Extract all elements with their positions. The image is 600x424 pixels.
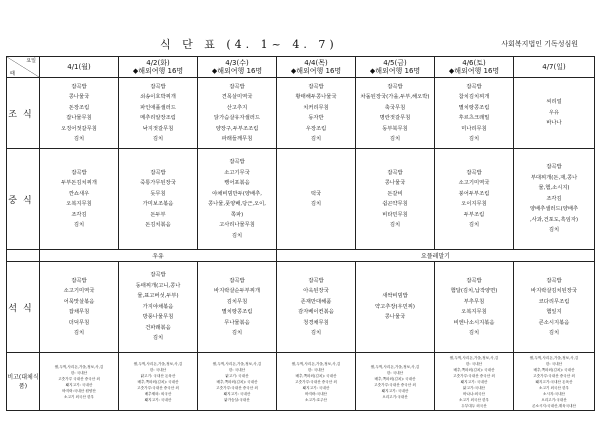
origin-note-line: 고춧가루:국내산 중국산 외 [295, 379, 337, 384]
menu-item: 파인애플샐러드 [140, 104, 176, 111]
menu-item: 부대찌개(돈,재,콩나 [530, 174, 578, 181]
origin-note-line: 쌀,두벅,사리돈,가을,정보,사,김 [212, 361, 262, 366]
lunch-row [7, 149, 595, 250]
origin-note-line: 배추,쪽파외(김치): 국내산 [295, 373, 337, 378]
origin-note-line: 한: 국내산 [465, 361, 483, 366]
menu-cell [514, 262, 595, 353]
meal-label-dinner: 석식 [7, 262, 40, 353]
menu-item: 쪽파) [230, 211, 244, 218]
menu-item: 김치 [231, 330, 243, 336]
menu-item: 햄잎지 [546, 309, 562, 315]
origin-note-line: 한: 국내산 [228, 367, 246, 372]
menu-item: 후르츠크래밀 [458, 115, 490, 121]
menu-item: 물,표고버섯,두부) [137, 293, 179, 300]
menu-cell [198, 149, 277, 250]
menu-item: 가미보조볶음 [142, 201, 174, 207]
origin-note-line: 닭고기: 국내산 [225, 373, 249, 378]
breakfast-row [7, 78, 595, 149]
menu-item: 김치 [310, 136, 322, 142]
origin-note-line: 돼지고기: 국내산 [65, 382, 93, 387]
origin-note-line: 배추,쪽파외(김치): 국내산 [137, 379, 179, 384]
origin-note-line: 쌀,두벅,사리돈,가을,정보,사,김 [54, 364, 104, 369]
origin-note-line: 돼지고기:국내산 돈육산 [535, 379, 573, 384]
dinner-row [7, 262, 595, 353]
day-header: 4/4(목) ◆해외여행 16명 [277, 57, 356, 78]
menu-cell [514, 149, 595, 250]
origin-note-line: 고춧가루:국내산 중국산 외 [533, 373, 575, 378]
menu-item: 잡곡밥 [466, 277, 482, 284]
origin-note-line: 돼지고기: 국내산 [144, 397, 172, 402]
origin-note-line: 소시지:국내산 [542, 391, 566, 396]
menu-item: 붕어두부조림 [458, 190, 490, 197]
origin-note-line: 고춧가루:국내산 중국산 외 [374, 382, 416, 387]
menu-item: 바지락살김치된장국 [530, 288, 578, 294]
menu-cell [198, 262, 277, 353]
menu-item: ,사과,건포도,흑임자) [529, 216, 579, 223]
menu-item: 잡곡밥 [546, 277, 562, 284]
origin-note-line: 닭고기:국내산 [462, 385, 486, 390]
menu-item: 깐쇼새우 [68, 190, 90, 197]
origin-note-line: 바나나:외국산 [462, 391, 486, 396]
menu-item: 고사리나물무침 [219, 222, 255, 228]
day-header: 4/5(금) ◆해외여행 16명 [356, 57, 435, 78]
menu-cell [119, 149, 198, 250]
origin-note-line: 콘소시지:국내산,계육국내산 [531, 403, 576, 408]
origin-note-line: 두부대두 외국산 [461, 403, 487, 408]
meal-label-breakfast: 조식 [7, 78, 40, 149]
menu-item: 멸치땅콩조림 [221, 309, 253, 315]
menu-item: 동태찌개(고니,콩나 [135, 282, 181, 289]
menu-item: 청경채무침 [303, 319, 329, 326]
day-header: 4/7(일) [514, 57, 595, 78]
origin-note-line: 바지락:국내산 원양산 [62, 388, 96, 393]
menu-item: 김치무침 [226, 298, 248, 305]
menu-item: 김치 [310, 201, 322, 207]
snack-milk: 우유 [40, 250, 277, 262]
origin-note-line: 바지락:국내산 [304, 391, 328, 396]
origin-notes-cell [40, 353, 119, 411]
menu-item: 김치 [548, 227, 560, 234]
origin-note-line: 배추,쪽파외(김치): 국내산 [216, 379, 258, 384]
menu-item: 바지락살순두부찌개 [213, 288, 261, 294]
origin-note-line: 한: 국내산 [149, 367, 167, 372]
menu-item: 무나물볶음 [224, 319, 250, 326]
menu-item: 죽통가무된장국 [140, 180, 176, 186]
menu-cell [119, 262, 198, 353]
menu-item: 잡곡밥 [150, 83, 166, 90]
menu-item: 김치 [310, 330, 322, 336]
menu-item: 쇠송이호박찌개 [140, 94, 176, 100]
menu-item: 오징어젓갈무침 [61, 125, 97, 132]
meal-label-lunch: 중식 [7, 149, 40, 250]
menu-item: 오복지무침 [66, 201, 92, 207]
menu-item: 김치 [73, 222, 85, 228]
menu-item: 뻥어포볶음 [224, 180, 250, 186]
menu-item: 비타민무침 [382, 211, 408, 218]
origin-notes-cell [119, 353, 198, 411]
menu-item: 치커리무침 [303, 104, 329, 111]
menu-item: 돈갈비 [387, 190, 403, 197]
menu-item: 아욱된장국 [303, 288, 329, 294]
menu-item: 산고추지 [226, 104, 248, 111]
menu-item: 콘소시지볶음 [538, 319, 570, 326]
menu-item: 잡곡밥 [229, 83, 245, 90]
menu-cell [119, 78, 198, 149]
menu-item: 잡곡밥 [150, 169, 166, 176]
origin-note-line: 고춧가루 국내산 중국산 외 [58, 376, 100, 381]
menu-item: 잡곡밥 [387, 169, 403, 176]
menu-item: 건파래볶음 [145, 324, 171, 331]
menu-item: 잡채무침 [68, 309, 90, 315]
origin-note-line: 소고기 외국산 한우 [538, 385, 570, 390]
menu-item: 잡곡밥 [466, 169, 482, 176]
origin-notes-cell [277, 353, 356, 411]
origin-note-line: 소고기 외국산 한우 [63, 394, 95, 399]
origin-note-line: 고춧가루:국내산 중국산 외 [137, 385, 179, 390]
menu-item: 잡곡밥 [466, 83, 482, 90]
menu-item: 양배추샐러드(양배추 [529, 206, 579, 213]
menu-item: 메추리알장조림 [140, 115, 176, 121]
menu-item: 햄달(김치,납작양면) [450, 288, 498, 294]
menu-item: 오이지무침 [461, 201, 487, 207]
menu-item: 김치 [231, 232, 243, 239]
menu-cell [435, 78, 514, 149]
origin-note-line: 배추,쪽파외(김치): 국내산 [453, 367, 495, 372]
menu-cell [356, 149, 435, 250]
menu-item: 김치 [152, 136, 164, 142]
origin-note-line: 배추,쪽파외(김치): 국내산 [374, 376, 416, 381]
menu-item: 김치 [389, 222, 401, 228]
menu-item: 잡나물무침 [66, 115, 92, 121]
menu-item: 약고추장(우민찌) [375, 303, 415, 310]
origin-note-line: 닭고기: 국내산 돈육산 [140, 373, 176, 378]
menu-cell [40, 262, 119, 353]
menu-item: 김치 [468, 136, 480, 142]
origin-notes-cell [514, 353, 595, 411]
menu-item: 차돌된장국(가을,두부,해오박) [360, 94, 430, 100]
menu-item: 잡곡밥 [71, 277, 87, 284]
day-axis-label: 요일 [26, 58, 36, 64]
menu-item: 잡곡밥 [229, 277, 245, 284]
menu-item: 콩나물국 [68, 94, 90, 100]
menu-item: 돈장조림 [68, 104, 90, 111]
menu-item: 김치 [468, 330, 480, 336]
origin-notes-cell [198, 353, 277, 411]
menu-item: 낙지젓갈무침 [142, 125, 174, 132]
menu-item: 잡곡밥 [308, 83, 324, 90]
menu-cell [514, 78, 595, 149]
origin-note-line: 돼지고기: 국내산 [381, 388, 409, 393]
origin-note-line: 배추제외: 외국산 [144, 391, 172, 396]
menu-item: 소고기미역국 [63, 288, 95, 294]
meal-axis-label: 때 [10, 71, 15, 77]
origin-note-line: 쌀,두벅,사리돈,가을,정보,사,김 [529, 355, 579, 360]
menu-item: 존재만대해품 [300, 298, 332, 305]
menu-item: 견목살미역국 [221, 94, 253, 100]
menu-item: 코다리무조림 [538, 298, 570, 305]
menu-item: 조각김 [71, 211, 87, 218]
menu-item: 어묵맛살볶음 [63, 298, 95, 305]
menu-cell [40, 78, 119, 149]
menu-item: 조각김 [546, 195, 562, 202]
origin-note-line: 오리고기:국내산 [382, 394, 408, 399]
menu-item: 떡국 [310, 190, 322, 197]
menu-cell [277, 149, 356, 250]
organization-name: 사회복지법인 기독성심원 [501, 40, 578, 48]
menu-cell [356, 262, 435, 353]
menu-cell [435, 149, 514, 250]
origin-note-line: 한: 국내산 [70, 370, 88, 375]
origin-note-line: 소고기:호주산 [304, 397, 328, 402]
origin-note-line: 쌀,두벅,사리돈,가을,정보,사,김 [133, 361, 183, 366]
menu-item: 황태해두콩나물국 [295, 94, 337, 100]
day-header: 4/3(수) ◆해외여행 16명 [198, 57, 277, 78]
corner-cell [7, 57, 40, 78]
menu-item: 쉽곤약무침 [382, 201, 408, 207]
menu-item: 감자베이컨볶음 [298, 309, 334, 315]
origin-note-line: 쌀,두벅,사리돈,가을,정보,사,김 [449, 355, 499, 360]
menu-item: 우장조림 [305, 125, 327, 132]
origin-note-line: 닭가슴살:국내산 [224, 397, 250, 402]
origin-notes-cell [435, 353, 514, 411]
page-title: 식 단 표 (4. 1~ 4. 7) [160, 38, 338, 51]
day-header: 4/1(월) [40, 57, 119, 78]
menu-item: 김치 [73, 136, 85, 142]
origin-note-line: 한: 국내산 [307, 367, 325, 372]
origin-note-line: 배추,쪽파외(김치): 국내산 [533, 367, 575, 372]
menu-item: 잡곡밥 [150, 272, 166, 279]
menu-item: 새싹비빔밥 [382, 293, 408, 300]
origin-note-line: 쌀,두벅,사리돈,가을,정보,사,김 [291, 361, 341, 366]
notes-row [7, 353, 595, 411]
menu-cell [435, 262, 514, 353]
menu-cell [277, 78, 356, 149]
menu-item: 김치 [548, 330, 560, 336]
origin-note-line: 쌀,두벅,사리돈,가을,정보,사,김 [370, 364, 420, 369]
menu-item: 소고기무국 [224, 169, 250, 176]
notes-label: 비고(대체식품) [7, 353, 40, 411]
day-header: 4/6(토) ◆해외여행 16명 [435, 57, 514, 78]
menu-item: 돈두부 [150, 211, 166, 218]
origin-note-line: 한: 국내산 [545, 361, 563, 366]
menu-cell [356, 78, 435, 149]
meal-schedule-table [6, 56, 595, 411]
snack-yogurt: 요플레말기 [277, 250, 595, 262]
menu-cell [40, 149, 119, 250]
menu-item: 두부돈김치찌개 [61, 180, 97, 186]
menu-item: 방풍나물무침 [142, 314, 174, 321]
menu-item: 김치 [389, 136, 401, 142]
menu-item: 김치 [73, 330, 85, 336]
menu-item: 멸치땅콩조림 [458, 104, 490, 111]
menu-item: 야채비빔만두(양배추, [212, 190, 262, 197]
day-header: 4/2(화) ◆해외여행 16명 [119, 57, 198, 78]
menu-item: 잡곡밥 [71, 83, 87, 90]
origin-note-line: 소고기 외국산 한우 [458, 397, 490, 402]
menu-item: 우유 [548, 109, 560, 116]
origin-note-line: 돼지고기: 국내산 [302, 385, 330, 390]
menu-item: 잡곡밥 [71, 169, 87, 176]
menu-item: 잡곡밥 [387, 83, 403, 90]
origin-note-line: 돼지고기: 국내산 [460, 379, 488, 384]
menu-item: 김치 [152, 335, 164, 342]
menu-item: 부추무침 [463, 298, 485, 305]
origin-note-line: 돼지고기: 국내산 [223, 391, 251, 396]
menu-item: 참치김치찌개 [458, 94, 490, 100]
menu-cell [198, 78, 277, 149]
menu-item: 소고기미역국 [458, 180, 490, 186]
header-row [7, 57, 595, 78]
origin-note-line: 오리고기:국내산 [541, 397, 567, 402]
menu-item: 미나리무침 [461, 125, 487, 132]
origin-notes-cell [356, 353, 435, 411]
menu-item: 비엔나소시지볶음 [453, 319, 495, 326]
menu-item: 씨리얼 [546, 99, 562, 106]
menu-item: 잡곡밥 [546, 164, 562, 171]
menu-cell [277, 262, 356, 353]
origin-note-line: 고춧가루:국내산 중국산 외 [216, 385, 258, 390]
menu-item: 명란젓갈무침 [379, 115, 411, 121]
menu-item: 콩나물,풋양배,당근,오이, [208, 201, 266, 207]
origin-note-line: 고춧가루:국내산 중국산 외 [453, 373, 495, 378]
menu-item: 가지야채볶음 [142, 303, 174, 310]
menu-item: 물,햄,소시지) [538, 185, 570, 192]
menu-item: 오복지무침 [461, 309, 487, 315]
menu-item: 김치 [468, 222, 480, 228]
menu-item: 닭가슴살유자샐러드 [213, 115, 261, 121]
menu-item: 바나나 [546, 120, 562, 127]
menu-item: 동부북무침 [382, 125, 408, 132]
menu-item: 콩나물국 [384, 314, 406, 321]
snack-row [7, 250, 595, 262]
menu-item: 동자반 [308, 115, 324, 121]
menu-item: 돈김치볶음 [145, 222, 171, 228]
menu-item: 양장구,두부조조림 [215, 125, 259, 132]
menu-item: 파래들깨무침 [221, 136, 253, 142]
origin-note-line: 한: 국내산 [386, 370, 404, 375]
menu-item: 잡곡밥 [229, 159, 245, 165]
menu-item: 잡곡밥 [308, 277, 324, 284]
menu-item: 콩나물국 [384, 180, 406, 186]
menu-item: 축국무침 [384, 104, 406, 111]
menu-item: 두부조림 [463, 211, 485, 218]
menu-item: 돗무침 [150, 190, 166, 197]
menu-item: 더덕무침 [68, 319, 90, 326]
